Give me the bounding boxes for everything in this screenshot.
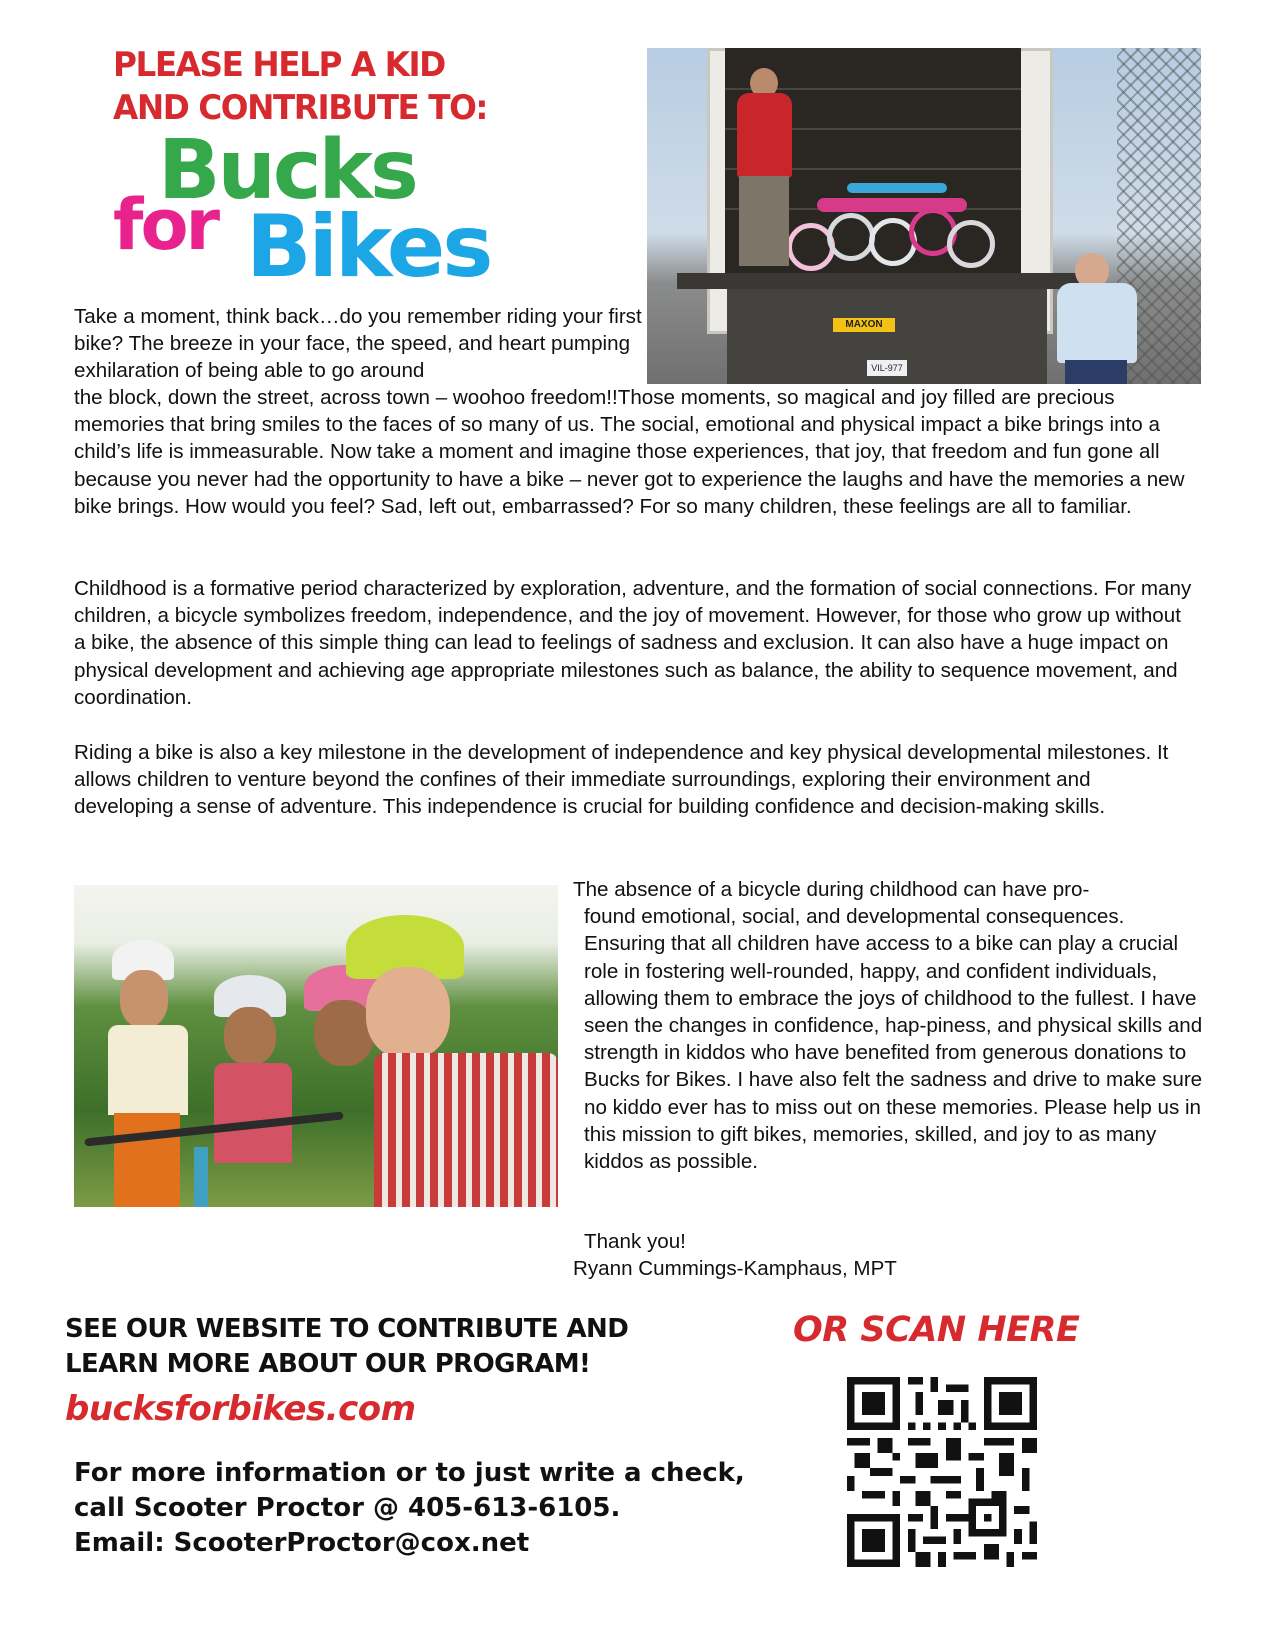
bike-frame — [817, 198, 967, 212]
liftgate-brand-label: MAXON — [833, 318, 895, 332]
kids-on-bikes-photo — [74, 885, 558, 1207]
letter-paragraph — [573, 876, 1203, 1175]
logo-word-bikes: Bikes — [246, 197, 491, 297]
headline-line-1: PLEASE HELP A KID — [113, 45, 445, 85]
child-face — [314, 1000, 374, 1066]
child-face — [224, 1007, 276, 1065]
contact-line-1: For more information or to just write a check, — [74, 1458, 745, 1488]
bike-frame — [847, 183, 947, 193]
contact-phone-line: call Scooter Proctor @ 405-613-6105. — [74, 1493, 621, 1523]
child-plaid-shirt — [374, 1053, 558, 1207]
website-call-to-action — [65, 1312, 628, 1382]
signature: Ryann Cummings-Kamphaus, MPT — [573, 1257, 897, 1280]
donor-blue-shirt — [1057, 283, 1137, 363]
bike-frame — [194, 1147, 208, 1207]
truck-bikes-photo — [647, 48, 1201, 384]
cta-line-1: SEE OUR WEBSITE TO CONTRIBUTE AND — [65, 1314, 629, 1344]
truck-liftgate — [677, 273, 1097, 289]
cta-line-2: LEARN MORE ABOUT OUR PROGRAM! — [65, 1349, 591, 1379]
child-shirt — [108, 1025, 188, 1115]
license-plate: VIL-977 — [867, 360, 907, 376]
letter-body: found emotional, social, and developmental consequences. Ensuring that all children have access to a bike can play a crucial role in fostering well-rounded, happy, and confident individuals, allowing them to embrace the joys of childhood to the fullest. I have seen the changes in confidence, hap-piness, and physical skills and strength in kiddos who have benefited from generous donations to Bucks for Bikes. I have also felt the sadness and drive to make sure no kiddo ever has to miss out on these memories. Please help us in this mission to gift bikes, memories, skilled, and joy to as many kiddos as possible. — [584, 905, 1203, 1174]
thank-you-text: Thank you! — [584, 1230, 686, 1253]
contact-email-line: Email: ScooterProctor@cox.net — [74, 1528, 530, 1558]
volunteer-shorts — [739, 176, 789, 266]
bike-wheel — [827, 213, 875, 261]
child-face — [120, 970, 168, 1028]
bike-wheel — [947, 220, 995, 268]
letter-first-line: The absence of a bicycle during childhood can have pro- — [573, 878, 1090, 901]
logo-word-for: for — [113, 184, 218, 266]
childhood-paragraph: Childhood is a formative period characterized by exploration, adventure, and the formation of social connections. For many children, a bicycle symbolizes freedom, independence, and the joy of movement. However, for those who grow up without a bike, the absence of this simple thing can lead to feelings of sadness and exclusion. It can also have a huge impact on physical development and achieving age appropriate milestones such as balance, the ability to sequence movement, and coordination. — [74, 577, 1192, 709]
scan-label: OR SCAN HERE — [793, 1310, 1080, 1350]
donor-jeans — [1065, 360, 1127, 384]
logo-word-bucks: Bucks — [158, 123, 416, 218]
website-link[interactable]: bucksforbikes.com — [65, 1389, 416, 1429]
headline — [113, 44, 487, 130]
kids-bikes-group — [787, 178, 997, 268]
independence-paragraph: Riding a bike is also a key milestone in the development of independence and key physical developmental milestones. It allows children to venture beyond the confines of their immediate surroundings, exploring their environment and developing a sense of adventure. This independence is crucial for building confidence and decision-making skills. — [74, 741, 1169, 819]
bucks-for-bikes-logo — [113, 123, 533, 297]
child-shirt — [214, 1063, 292, 1163]
child-face — [366, 967, 450, 1059]
qr-code-icon[interactable] — [847, 1377, 1037, 1567]
volunteer-red-shirt — [737, 93, 792, 178]
contact-info — [74, 1456, 745, 1561]
child-pants — [114, 1113, 180, 1207]
headline-line-2: AND CONTRIBUTE TO: — [113, 88, 488, 128]
intro-paragraph-part-2: the block, down the street, across town – woohoo freedom!!Those moments, so magical and joy filled are precious memories that bring smiles to the faces of so many of us. The social, emotional and physical impact a bike brings into a child’s life is immeasurable. Now take a moment and imagine those experiences, that joy, that freedom and fun gone all because you never had the opportunity to have a bike – never got to experience the laughs and have the memories a new bike brings. How would you feel? Sad, left out, embarrassed? For so many children, these feelings are all to familiar. — [74, 386, 1185, 518]
intro-paragraph-part-1: Take a moment, think back…do you remember riding your first bike? The breeze in your face, the speed, and heart pumping exhilaration of being able to go around — [74, 305, 642, 383]
